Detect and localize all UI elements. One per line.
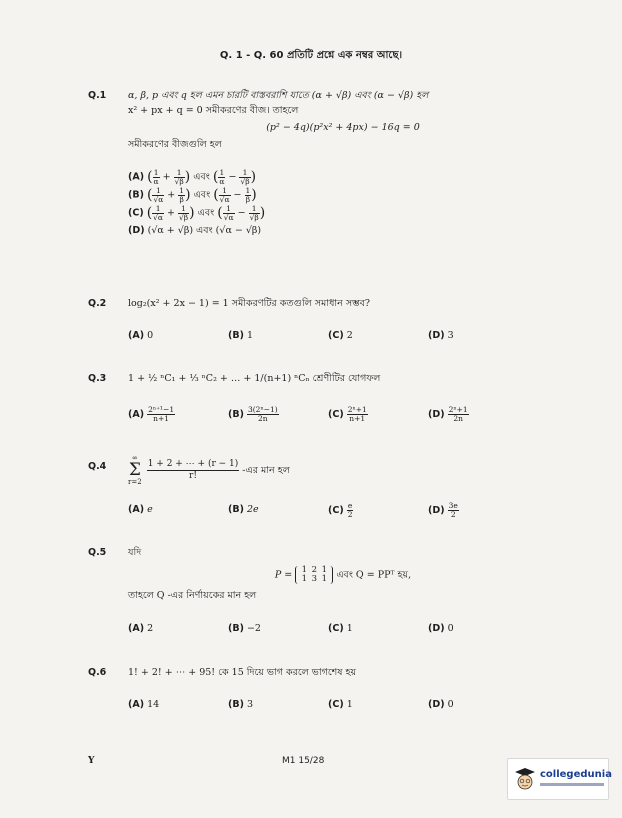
option-d: (D) 0 [428,699,454,710]
option-c: (C) $\frac{\text{2ⁿ+1}}{n+1}$ [328,405,367,423]
equation: (p² − 4q)(p²x² + 4px) − 16q = 0 [266,122,420,133]
option-a: (A) $\frac{\text{2ⁿ⁺¹−1}}{n+1}$ [128,405,175,423]
option-d: (D) 3 [428,330,454,341]
option-b: (B) ( $\frac{1}{√\alpha}$ + $\frac{1}{\beta}$ ) এবং ( $\frac{1}{√\alpha}$ − $\frac{1}{\beta}$ ) [128,185,257,204]
option-c: (C) ( $\frac{1}{√\alpha}$ + $\frac{1}{√\beta}$ ) এবং ( $\frac{1}{√\alpha}$ − $\frac{1}{√\beta}$ ) [128,203,266,222]
graduate-face-icon [514,767,536,791]
option-a: (A) 14 [128,699,160,710]
question-number: Q.6 [88,667,107,678]
question-text-line: 1! + 2! + ⋯ + 95! কে 15 দিয়ে ভাগ করলে ভাগশেষ হয় [128,667,357,678]
section-header: Q. 1 - Q. 60 প্রতিটি প্রশ্নে এক নম্বর আছে। [219,50,403,61]
option-d: (D) $\frac{3e}{2}$ [428,501,458,519]
option-a: (A) ( $\frac{1}{\alpha}$ + $\frac{1}{√\beta}$ ) এবং ( $\frac{1}{\alpha}$ − $\frac{1}{√\beta}$ ) [128,167,257,186]
question-text-line: x² + px + q = 0 সমীকরণের বীজ। তাহলে [128,105,299,116]
option-b: (B) 1 [228,330,254,341]
question-text-line: α, β, p এবং q হল এমন চারটি বাস্তবরাশি যাতে (α + √β) এবং (α − √β) হল [128,90,429,101]
option-b: (B) −2 [228,623,261,634]
option-c: (C) $\frac{e}{2}$ [328,501,353,519]
option-d: (D) $\frac{\text{2ⁿ+1}}{2n}$ [428,405,468,423]
page-number: M1 15/28 [282,756,325,766]
watermark-logo [507,758,612,800]
question-text-line: log₂(x² + 2x − 1) = 1 সমীকরণটির কতগুলি সমাধান সম্ভব? [128,298,371,309]
option-b: (B) 3 [228,699,254,710]
logo-tagline [540,783,604,786]
question-number: Q.2 [88,298,107,309]
question-number: Q.3 [88,373,107,384]
option-c: (C) 1 [328,623,353,634]
summation-symbol: ∞ Σ r=2 [128,454,142,486]
question-text-line: 1 + ½ ⁿC₁ + ⅓ ⁿC₂ + … + 1/(n+1) ⁿCₙ শ্রেণীটির যোগফল [128,373,381,384]
option-c: (C) 1 [328,699,353,710]
option-b: (B) 2e [228,504,259,515]
footer-mark: Y [88,756,95,766]
logo-text: collegedunia [540,769,612,780]
equation: P = 1 2 1 1 3 1 এবং Q = PPᵀ হয়, [274,565,412,584]
question-number: Q.4 [88,461,107,472]
question-text-line: সমীকরণের বীজগুলি হল [128,139,222,150]
question-text-line: ∞ Σ r=2 $\frac{1 + 2 + \cdots + (r - 1)}{r!}$ -এর মান হল [128,454,290,486]
question-number: Q.5 [88,547,107,558]
option-a: (A) e [128,504,153,515]
question-text-line: তাহলে Q -এর নির্ণায়কের মান হল [128,590,257,601]
option-a: (A) 2 [128,623,154,634]
question-text-line: যদি [128,547,142,558]
option-d: (D) 0 [428,623,454,634]
option-b: (B) $\frac{\text{3(2ⁿ−1)}}{2n}$ [228,405,278,423]
option-d: (D) (√α + √β) এবং (√α − √β) [128,225,262,236]
option-c: (C) 2 [328,330,353,341]
matrix-p: 1 2 1 1 3 1 [295,566,333,584]
option-a: (A) 0 [128,330,154,341]
question-number: Q.1 [88,90,107,101]
